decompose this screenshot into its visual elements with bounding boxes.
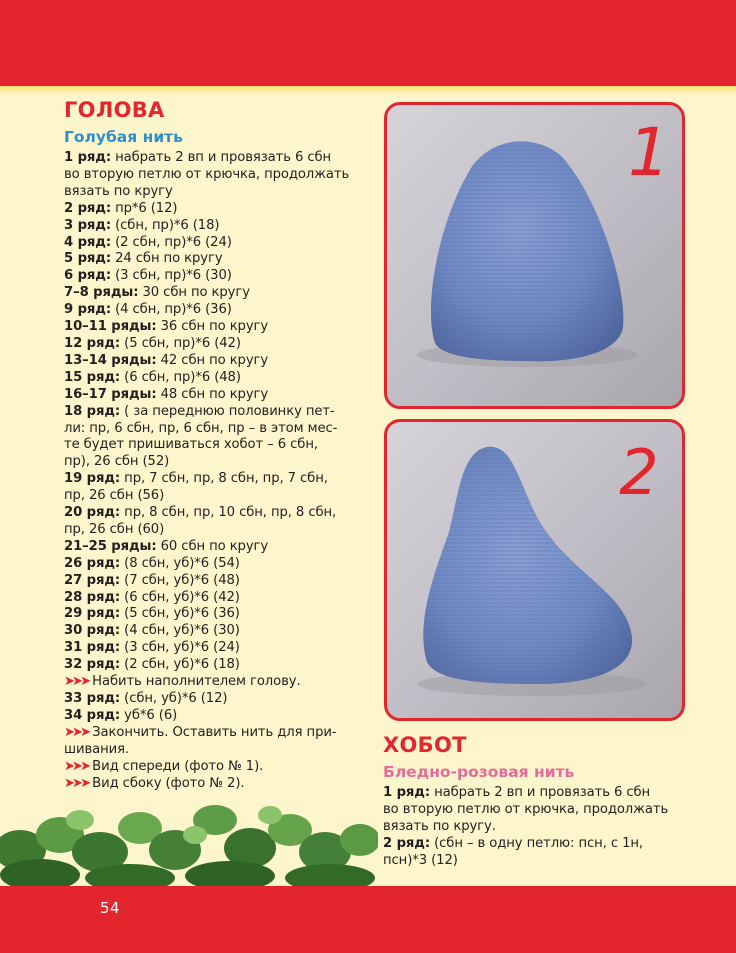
row-text: те будет пришиваться хобот – 6 сбн, [64, 437, 318, 453]
note-front-view: ➤➤➤ Вид спереди (фото № 1). [64, 758, 264, 774]
instruction-line [64, 167, 364, 184]
head-instructions [64, 150, 364, 674]
row-label: 9 ряд: [64, 302, 111, 318]
arrow-icon: ➤➤➤ [64, 758, 89, 774]
instruction-line [383, 819, 683, 836]
row-text: во вторую петлю от крючка, продолжать [64, 166, 350, 182]
note-finish-cont: шивания. [64, 741, 130, 757]
row-text: (сбн, пр)*6 (18) [111, 217, 220, 233]
trunk-section [383, 733, 683, 870]
row-text: (3 сбн, пр)*6 (30) [111, 268, 232, 284]
row-label: 5 ряд: [64, 251, 111, 267]
instruction-line [64, 606, 364, 623]
row-text: пр, 26 сбн (56) [64, 488, 165, 504]
top-red-band [0, 0, 736, 86]
row-label: 34 ряд: [64, 707, 121, 723]
instruction-line [64, 623, 364, 640]
instruction-line [64, 657, 364, 674]
instruction-line [383, 802, 683, 819]
row-label: 4 ряд: [64, 234, 111, 250]
row-text: пр), 26 сбн (52) [64, 454, 170, 470]
instruction-line [64, 184, 364, 201]
instruction-line [64, 454, 364, 471]
row-text: набрать 2 вп и провязать 6 сбн [111, 150, 332, 165]
instruction-line [64, 336, 364, 353]
instruction-line [64, 488, 364, 505]
trunk-title: ХОБОТ [383, 733, 467, 757]
instruction-line [64, 387, 364, 404]
arrow-icon: ➤➤➤ [64, 674, 89, 690]
note-side-view: ➤➤➤ Вид сбоку (фото № 2). [64, 775, 245, 791]
row-text: ли: пр, 6 сбн, пр, 6 сбн, пр – в этом мес- [64, 420, 338, 436]
row-label: 16–17 ряды: [64, 386, 157, 402]
row-text: (6 сбн, пр)*6 (48) [120, 369, 241, 385]
row-text: псн)*3 (12) [383, 852, 458, 868]
trunk-instructions [383, 785, 683, 870]
instruction-line [64, 573, 364, 590]
row-label: 15 ряд: [64, 369, 121, 385]
instruction-line [64, 505, 364, 522]
instruction-line [64, 218, 364, 235]
instruction-line [64, 150, 364, 167]
instruction-line [64, 370, 364, 387]
crochet-head-front-image [387, 105, 682, 406]
row-text: 36 сбн по кругу [156, 319, 269, 335]
instruction-line [64, 235, 364, 252]
row-text: (сбн, уб)*6 (12) [120, 691, 228, 706]
arrow-icon: ➤➤➤ [64, 724, 89, 740]
row-text: (7 сбн, уб)*6 (48) [120, 572, 240, 588]
arrow-icon: ➤➤➤ [64, 775, 89, 791]
row-label: 33 ряд: [64, 691, 121, 706]
instruction-line [64, 437, 364, 454]
row-label: 30 ряд: [64, 623, 121, 639]
head-title: ГОЛОВА [64, 98, 165, 122]
instruction-line [64, 201, 364, 218]
instruction-line [64, 590, 364, 607]
photo-front-view [384, 102, 685, 409]
photo-number-2: 2 [619, 436, 659, 509]
instruction-line [64, 539, 364, 556]
row-label: 31 ряд: [64, 640, 121, 656]
leaves-decoration [0, 790, 378, 888]
row-label: 3 ряд: [64, 217, 111, 233]
head-section [64, 98, 364, 792]
row-text: 24 сбн по кругу [111, 251, 223, 267]
row-label: 12 ряд: [64, 335, 121, 351]
instruction-line [64, 421, 364, 438]
row-label: 27 ряд: [64, 572, 121, 588]
note-finish: ➤➤➤ Закончить. Оставить нить для при- [64, 724, 337, 740]
row-label: 2 ряд: [383, 835, 430, 851]
trunk-subtitle: Бледно-розовая нить [383, 763, 575, 781]
instruction-line [64, 404, 364, 421]
row-text: вязать по кругу. [383, 818, 496, 834]
row-text: вязать по кругу [64, 183, 173, 199]
instruction-line [64, 640, 364, 657]
row-text: набрать 2 вп и провязать 6 сбн [430, 785, 651, 800]
row-text: ( за переднюю половинку пет- [120, 403, 335, 419]
row-text: 30 сбн по кругу [138, 285, 250, 301]
row-label: 1 ряд: [64, 150, 111, 165]
row-text: 42 сбн по кругу [156, 352, 269, 368]
row-text: (2 сбн, пр)*6 (24) [111, 234, 232, 250]
row-text: пр, 8 сбн, пр, 10 сбн, пр, 8 сбн, [120, 505, 337, 521]
instruction-line [64, 319, 364, 336]
row-text: (4 сбн, уб)*6 (30) [120, 623, 240, 639]
instruction-line [64, 556, 364, 573]
row-label: 32 ряд: [64, 657, 121, 673]
crochet-head-side-image [387, 422, 682, 718]
row-label: 6 ряд: [64, 268, 111, 284]
row-text: (сбн – в одну петлю: псн, с 1н, [430, 835, 643, 851]
row-label: 7–8 ряды: [64, 285, 139, 301]
instruction-line [64, 285, 364, 302]
row-label: 1 ряд: [383, 785, 430, 800]
row-text: уб*6 (6) [120, 707, 178, 723]
instruction-line [64, 471, 364, 488]
instruction-line [64, 708, 364, 725]
instruction-line [383, 785, 683, 802]
instruction-line [383, 836, 683, 853]
row-text: (8 сбн, уб)*6 (54) [120, 555, 240, 571]
row-label: 20 ряд: [64, 505, 121, 521]
instruction-line [64, 302, 364, 319]
photo-number-1: 1 [628, 114, 670, 191]
row-label: 18 ряд: [64, 403, 121, 419]
row-label: 21–25 ряды: [64, 538, 157, 554]
row-text: (3 сбн, уб)*6 (24) [120, 640, 240, 656]
bottom-red-band [0, 886, 736, 953]
row-text: пр*6 (12) [111, 200, 178, 216]
head-instructions-end [64, 691, 364, 725]
page-number: 54 [100, 899, 121, 917]
instruction-line [64, 353, 364, 370]
instruction-line [64, 268, 364, 285]
row-text: (6 сбн, уб)*6 (42) [120, 589, 240, 605]
instruction-line [64, 251, 364, 268]
row-text: 60 сбн по кругу [156, 538, 269, 554]
row-text: во вторую петлю от крючка, продолжать [383, 801, 669, 817]
row-label: 29 ряд: [64, 606, 121, 622]
row-text: (5 сбн, уб)*6 (36) [120, 606, 240, 622]
row-label: 10–11 ряды: [64, 319, 157, 335]
row-text: пр, 26 сбн (60) [64, 521, 165, 537]
instruction-line [64, 522, 364, 539]
row-label: 26 ряд: [64, 555, 121, 571]
head-subtitle: Голубая нить [64, 128, 183, 146]
row-text: (2 сбн, уб)*6 (18) [120, 657, 240, 673]
instruction-line [64, 691, 364, 708]
row-text: (5 сбн, пр)*6 (42) [120, 335, 241, 351]
instruction-line [383, 853, 683, 870]
row-text: (4 сбн, пр)*6 (36) [111, 302, 232, 318]
row-label: 28 ряд: [64, 589, 121, 605]
note-fill: ➤➤➤ Набить наполнителем голову. [64, 674, 301, 690]
row-text: пр, 7 сбн, пр, 8 сбн, пр, 7 сбн, [120, 471, 328, 487]
row-label: 13–14 ряды: [64, 352, 157, 368]
row-label: 19 ряд: [64, 471, 121, 487]
row-text: 48 сбн по кругу [156, 386, 269, 402]
row-label: 2 ряд: [64, 200, 111, 216]
photo-side-view [384, 419, 685, 721]
